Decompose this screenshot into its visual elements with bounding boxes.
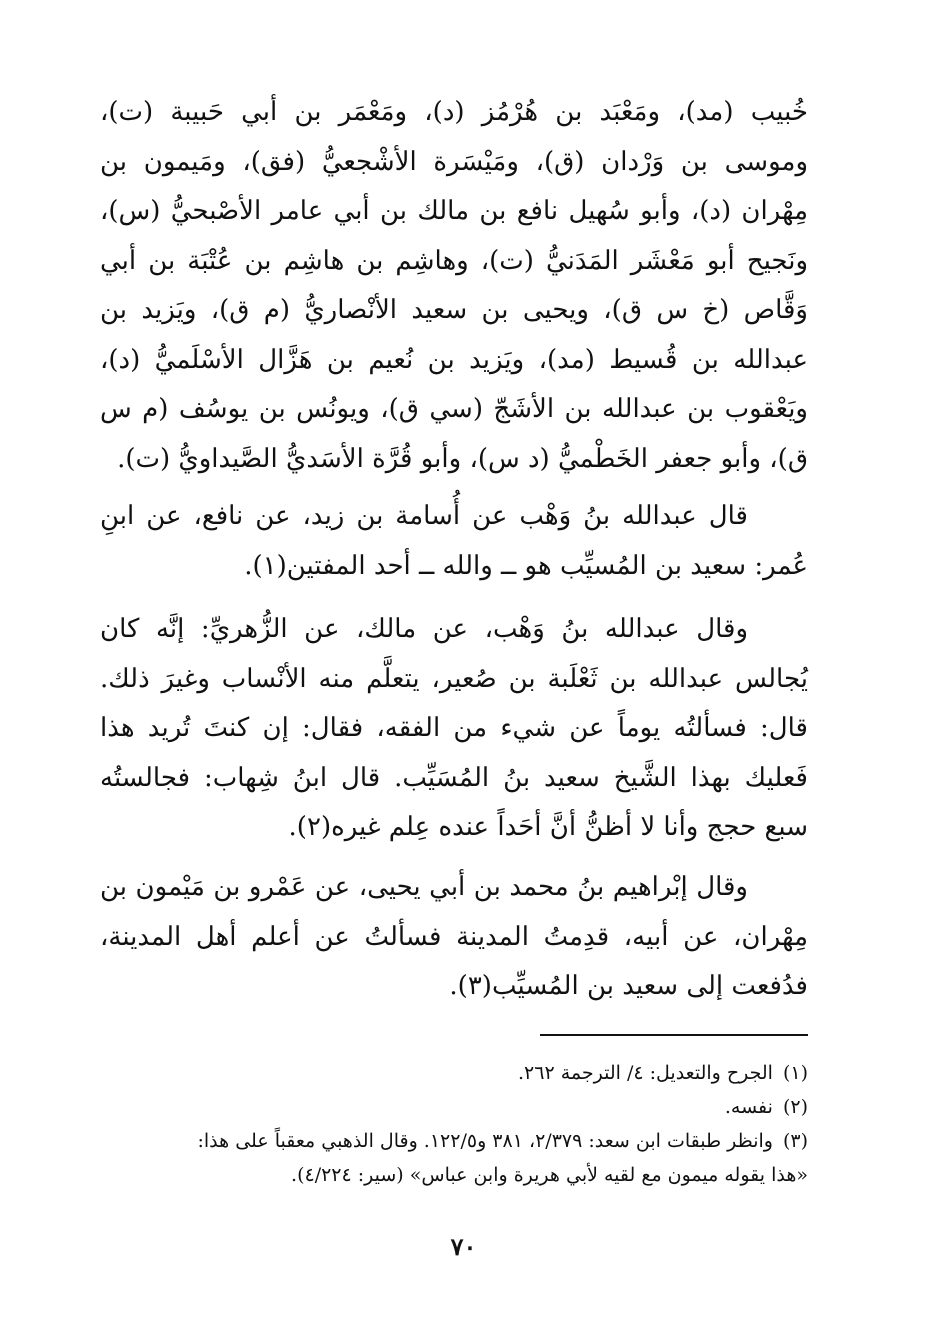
footnote-number: (٢) <box>782 1096 808 1118</box>
footnote-text: وانظر طبقات ابن سعد: ٢/٣٧٩، ٣٨١ و١٢٢/٥. وقال الذهبي معقباً على هذا: <box>197 1130 773 1152</box>
footnote-text: نفسه. <box>724 1096 773 1118</box>
footnote-3-continuation <box>100 1158 808 1192</box>
footnote-3 <box>100 1124 808 1158</box>
paragraph-maymun-quote: وقال إبْراهيم بنُ محمد بن أبي يحيى، عن عَمْرو بن مَيْمون بن مِهْران، عن أبيه، قدِمتُ المدينة فسألتُ عن أعلم أهل المدينة، فدُفعت إلى سعيد بن المُسيِّب(٣). <box>100 872 808 1001</box>
footnote-2 <box>100 1090 808 1124</box>
paragraph-ibn-umar-quote: قال عبدالله بنُ وَهْب عن أُسامة بن زيد، عن نافع، عن ابنِ عُمر: سعيد بن المُسيِّب هو ــ والله ــ أحد المفتين(١). <box>100 501 808 581</box>
paragraph-zuhri-quote: وقال عبدالله بنُ وَهْب، عن مالك، عن الزُّهريِّ: إنَّه كان يُجالس عبدالله بن ثَعْلَبة بن صُعير، يتعلَّم منه الأنْساب وغيرَ ذلك. قال: فسألتُه يوماً عن شيء من الفقه، فقال: إن كنتَ تُريد هذا فَعليك بهذا الشَّيخ سعيد بنُ المُسَيِّب. قال ابنُ شِهاب: فجالستُه سبع حجج وأنا لا أظنُّ أنَّ أحَداً عنده عِلم غيره(٢). <box>100 614 809 842</box>
footnote-divider <box>540 1034 808 1036</box>
footnote-text: الجرح والتعديل: ٤/ الترجمة ٢٦٢. <box>518 1062 773 1084</box>
footnotes <box>100 1056 808 1192</box>
paragraph-narrators-list: خُبيب (مد)، ومَعْبَد بن هُرْمُز (د)، ومَعْمَر بن أبي حَبيبة (ت)، وموسى بن وَرْدان (ق)، ومَيْسَرة الأشْجعيُّ (فق)، ومَيمون بن مِهْران (د)، وأبو سُهيل نافع بن مالك بن أبي عامر الأصْبحيُّ (س)، ونَجيح أبو مَعْشَر المَدَنيُّ (ت)، وهاشِم بن هاشِم بن عُتْبَة بن أبي وَقَّاص (خ س ق)، ويحيى بن سعيد الأنْصاريُّ (م ق)، ويَزيد بن عبدالله بن قُسيط (مد)، ويَزيد بن نُعيم بن هَزَّال الأسْلَميُّ (د)، ويَعْقوب بن عبدالله بن الأشَجّ (سي ق)، ويونُس بن يوسُف (م س ق)، وأبو جعفر الخَطْميُّ (د س)، وأبو قُرَّة الأسَديُّ الصَّيداويُّ (ت). <box>100 97 808 474</box>
footnote-number: (١) <box>782 1062 808 1084</box>
footnote-text: «هذا يقوله ميمون مع لقيه لأبي هريرة وابن عباس» (سير: ٤/٢٢٤). <box>291 1164 808 1186</box>
footnote-1 <box>100 1056 808 1090</box>
page-number: ٧٠ <box>450 1232 477 1261</box>
footnote-number: (٣) <box>782 1130 808 1152</box>
